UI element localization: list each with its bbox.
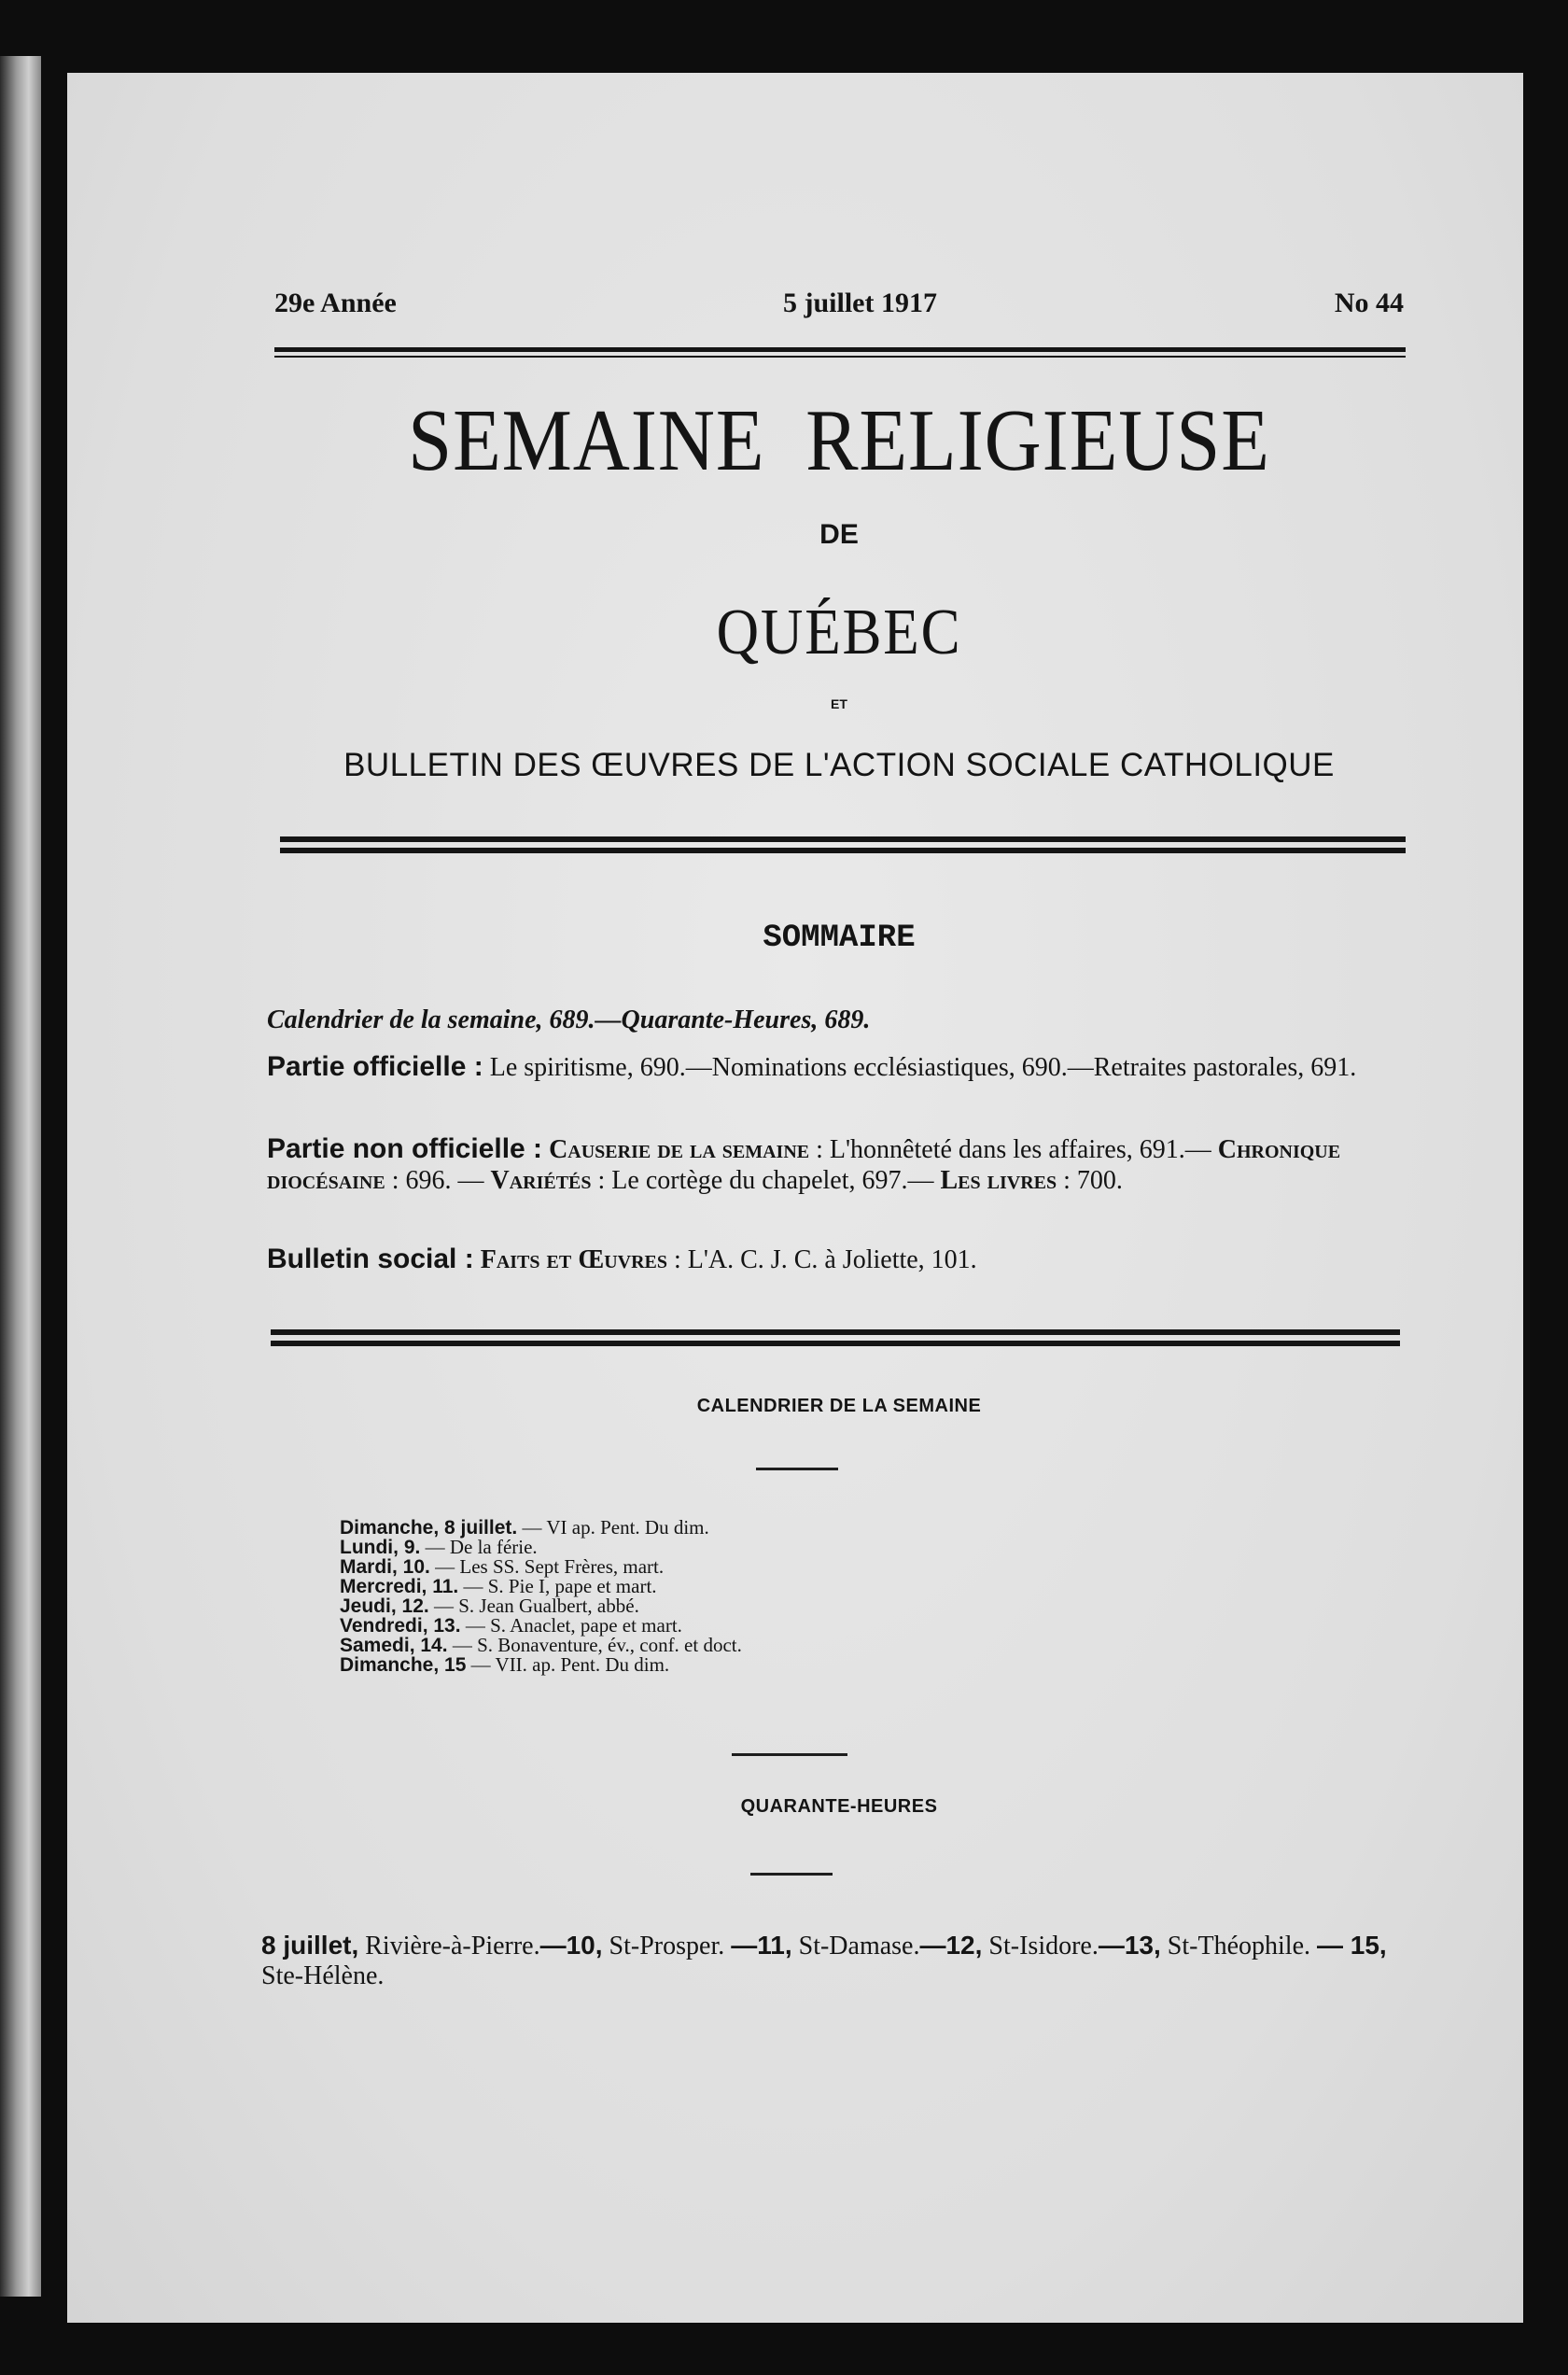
issue-header [274,288,1404,325]
issue-year: 29e Année [274,288,397,318]
masthead-subtitle: BULLETIN DES ŒUVRES DE L'ACTION SOCIALE CATHOLIQUE [343,747,1335,783]
sommaire-calendrier: Calendrier de la semaine, 689. [267,1005,595,1034]
issue-date: 5 juillet 1917 [783,288,937,318]
officielle-lead: Partie officielle : [267,1051,483,1082]
sommaire-rule-1 [271,1329,1400,1335]
quarante-divider-top [732,1753,847,1756]
calendrier-entry: Vendredi, 13. — S. Anaclet, pape et mart. [340,1614,682,1637]
calendrier-entry: Dimanche, 8 juillet. — VI ap. Pent. Du dim. [340,1516,709,1539]
masthead-city: QUÉBEC [716,597,962,668]
calendrier-heading: CALENDRIER DE LA SEMAINE [696,1396,982,1416]
quarante-heures-list: 8 juillet, Rivière-à-Pierre.—10, St-Prosper. —11, St-Damase.—12, St-Isidore.—13, St-Théophile. — 15, Ste-Hélène. [261,1931,1387,1990]
adjacent-page-edge [0,56,41,2297]
quarante-heures-heading: QUARANTE-HEURES [740,1796,938,1817]
masthead-title: SEMAINE RELIGIEUSE [408,392,1270,489]
calendrier-divider [756,1468,838,1470]
sommaire-social [267,1244,1406,1275]
masthead-rule-1 [280,836,1406,842]
masthead-de: DE [819,519,859,550]
chronique-label: Chronique diocésaine [267,1135,1341,1195]
livres-text: : 700. [1057,1166,1123,1195]
officielle-text: Le spiritisme, 690.—Nominations ecclésiastiques, 690.—Retraites pastorales, 691. [483,1053,1357,1082]
sommaire-non-officielle [267,1133,1406,1196]
varietes-label: Variétés [490,1166,592,1195]
sommaire-heading: SOMMAIRE [763,920,916,956]
chronique-text: : 696. — [385,1166,491,1195]
calendrier-entry: Mardi, 10. — Les SS. Sept Frères, mart. [340,1555,665,1578]
masthead-et: ET [831,696,847,711]
quarante-divider-bottom [750,1873,833,1876]
calendrier-entry: Dimanche, 15 — VII. ap. Pent. Du dim. [340,1653,670,1676]
faits-label: Faits et Œuvres [480,1245,667,1274]
causerie-text: : L'honnêteté dans les affaires, 691.— [809,1135,1218,1164]
faits-text: : L'A. C. J. C. à Joliette, 101. [666,1245,977,1274]
calendrier-entry: Jeudi, 12. — S. Jean Gualbert, abbé. [340,1595,639,1617]
causerie-label: Causerie de la semaine [549,1135,810,1164]
social-lead: Bulletin social : [267,1244,474,1274]
calendrier-entry: Lundi, 9. — De la férie. [340,1536,538,1558]
non-officielle-lead: Partie non officielle : [267,1133,543,1164]
sommaire-quarante: —Quarante-Heures, 689. [595,1005,871,1034]
document-page [67,73,1523,2323]
masthead-rule-2 [280,848,1406,853]
calendrier-list [340,1518,1180,1675]
sommaire-calendar-line [267,1005,1406,1035]
livres-label: Les livres [940,1166,1057,1195]
header-rule-thin [274,356,1406,358]
sommaire-rule-2 [271,1341,1400,1346]
sommaire-officielle [267,1051,1406,1083]
issue-number: No 44 [1334,288,1404,318]
header-rule-top [274,347,1406,352]
calendrier-entry: Mercredi, 11. — S. Pie I, pape et mart. [340,1575,657,1597]
varietes-text: : Le cortège du chapelet, 697.— [591,1166,941,1195]
calendrier-entry: Samedi, 14. — S. Bonaventure, év., conf. et doct. [340,1634,742,1656]
